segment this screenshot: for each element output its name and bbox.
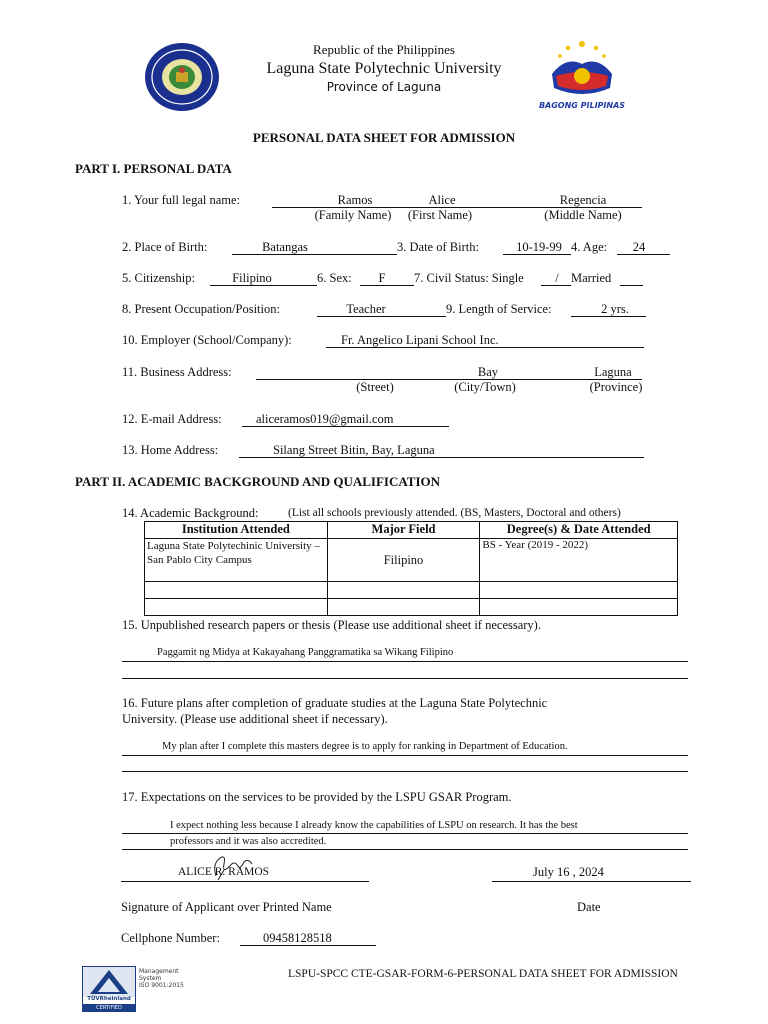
- date-line: [492, 881, 691, 882]
- middle-name-caption: (Middle Name): [544, 208, 622, 222]
- q11-label: 11. Business Address:: [122, 365, 232, 379]
- occupation-value[interactable]: Teacher: [346, 302, 386, 316]
- empty-cell[interactable]: [327, 599, 480, 616]
- single-mark[interactable]: /: [555, 271, 559, 285]
- q4-label: 4. Age:: [571, 240, 608, 254]
- q16-answer[interactable]: My plan after I complete this masters degree is to apply for ranking in Department of Education.: [162, 741, 568, 752]
- q1-label: 1. Your full legal name:: [122, 193, 241, 207]
- first-name-caption: (First Name): [407, 208, 473, 222]
- institution-cell[interactable]: Laguna State Polytechinic University – San Pablo City Campus: [145, 539, 328, 582]
- printed-name[interactable]: ALICE R. RAMOS: [178, 866, 270, 878]
- street-caption: (Street): [356, 380, 394, 394]
- q6-label: 6. Sex:: [317, 271, 352, 285]
- col-degree: Degree(s) & Date Attended: [480, 522, 678, 539]
- part2-heading: PART II. ACADEMIC BACKGROUND AND QUALIFICATION: [75, 474, 441, 489]
- q14-label: 14. Academic Background:: [122, 506, 259, 520]
- q9-label: 9. Length of Service:: [446, 302, 552, 316]
- empty-cell[interactable]: [480, 599, 678, 616]
- date-value[interactable]: July 16 , 2024: [533, 865, 604, 879]
- q12-label: 12. E-mail Address:: [122, 412, 222, 426]
- tuv-badge-name: TÜVRheinland: [87, 996, 131, 1002]
- republic-text: Republic of the Philippines: [313, 42, 455, 57]
- q15-label: 15. Unpublished research papers or thesis (Please use additional sheet if necessary).: [122, 618, 541, 632]
- q5-label: 5. Citizenship:: [122, 271, 195, 285]
- q17-label: 17. Expectations on the services to be provided by the LSPU GSAR Program.: [122, 790, 512, 804]
- q2-label: 2. Place of Birth:: [122, 240, 208, 254]
- q15-answer[interactable]: Paggamit ng Midya at Kakayahang Panggramatika sa Wikang Filipino: [157, 647, 454, 658]
- q15-line-2: [122, 678, 688, 679]
- biz-city-value[interactable]: Bay: [477, 365, 499, 379]
- bagong-pilipinas-text: BAGONG PILIPINAS: [538, 101, 626, 110]
- table-header-row: [145, 522, 678, 539]
- q10-label: 10. Employer (School/Company):: [122, 333, 292, 347]
- q15-line-1: [122, 661, 688, 662]
- email-value[interactable]: aliceramos019@gmail.com: [256, 412, 394, 426]
- province-caption: (Province): [589, 380, 643, 394]
- biz-province-value[interactable]: Laguna: [594, 365, 632, 379]
- part1-heading: PART I. PERSONAL DATA: [75, 161, 232, 176]
- major-cell[interactable]: Filipino: [327, 539, 480, 582]
- q17-answer-2[interactable]: professors and it was also accredited.: [170, 836, 327, 847]
- married-label: Married: [571, 271, 612, 285]
- tuv-badge-certified: CERTIFIED: [83, 1004, 135, 1012]
- empty-cell[interactable]: [327, 582, 480, 599]
- city-caption: (City/Town): [454, 380, 516, 394]
- age-value[interactable]: 24: [632, 240, 646, 254]
- col-institution: Institution Attended: [145, 522, 328, 539]
- first-name-value[interactable]: Alice: [428, 193, 456, 207]
- degree-cell[interactable]: BS - Year (2019 - 2022): [480, 539, 678, 582]
- q16-line-1: [122, 755, 688, 756]
- q8-label: 8. Present Occupation/Position:: [122, 302, 280, 316]
- table-row: [145, 539, 678, 582]
- tuv-certification-badge: [82, 966, 190, 1012]
- q17-answer-1[interactable]: I expect nothing less because I already know the capabilities of LSPU on research. It has the best: [170, 820, 578, 831]
- sex-value[interactable]: F: [378, 271, 386, 285]
- table-row: [145, 599, 678, 616]
- cert-line-1: Management: [139, 968, 179, 975]
- signature-label: Signature of Applicant over Printed Name: [121, 900, 332, 914]
- bagong-pilipinas-logo: [536, 38, 628, 114]
- table-row: [145, 582, 678, 599]
- q13-label: 13. Home Address:: [122, 443, 219, 457]
- birthplace-value[interactable]: Batangas: [262, 240, 308, 254]
- date-label: Date: [577, 900, 601, 914]
- dob-value[interactable]: 10-19-99: [516, 240, 562, 254]
- cert-line-3: ISO 9001:2015: [139, 982, 184, 989]
- home-address-value[interactable]: Silang Street Bitin, Bay, Laguna: [273, 443, 435, 457]
- q16-label-2: University. (Please use additional sheet if necessary).: [122, 712, 388, 726]
- academic-table: [144, 521, 678, 616]
- form-code: LSPU-SPCC CTE-GSAR-FORM-6-PERSONAL DATA SHEET FOR ADMISSION: [288, 968, 678, 980]
- family-name-value[interactable]: Ramos: [337, 193, 373, 207]
- q16-line-2: [122, 771, 688, 772]
- empty-cell[interactable]: [145, 582, 328, 599]
- province-text: Province of Laguna: [326, 80, 442, 94]
- university-name: Laguna State Polytechnic University: [266, 60, 502, 77]
- q7-label: 7. Civil Status: Single: [414, 271, 524, 285]
- cellphone-value[interactable]: 09458128518: [263, 931, 332, 945]
- empty-cell[interactable]: [145, 599, 328, 616]
- family-name-caption: (Family Name): [314, 208, 392, 222]
- empty-cell[interactable]: [480, 582, 678, 599]
- employer-value[interactable]: Fr. Angelico Lipani School Inc.: [341, 333, 499, 347]
- service-value[interactable]: 2 yrs.: [601, 302, 629, 316]
- q17-line-2: [122, 849, 688, 850]
- q14-note: (List all schools previously attended. (BS, Masters, Doctoral and others): [288, 507, 621, 519]
- form-title: PERSONAL DATA SHEET FOR ADMISSION: [252, 130, 516, 145]
- q17-line-1: [122, 833, 688, 834]
- married-line: [620, 285, 643, 286]
- tuv-triangle-icon: [83, 967, 135, 997]
- citizenship-value[interactable]: Filipino: [232, 271, 272, 285]
- middle-name-value[interactable]: Regencia: [559, 193, 607, 207]
- q3-label: 3. Date of Birth:: [397, 240, 479, 254]
- signature-line: [121, 881, 369, 882]
- col-major: Major Field: [327, 522, 480, 539]
- cert-line-2: System: [139, 975, 162, 982]
- cellphone-label: Cellphone Number:: [121, 931, 220, 945]
- q16-label-1: 16. Future plans after completion of graduate studies at the Laguna State Polytechnic: [122, 696, 548, 710]
